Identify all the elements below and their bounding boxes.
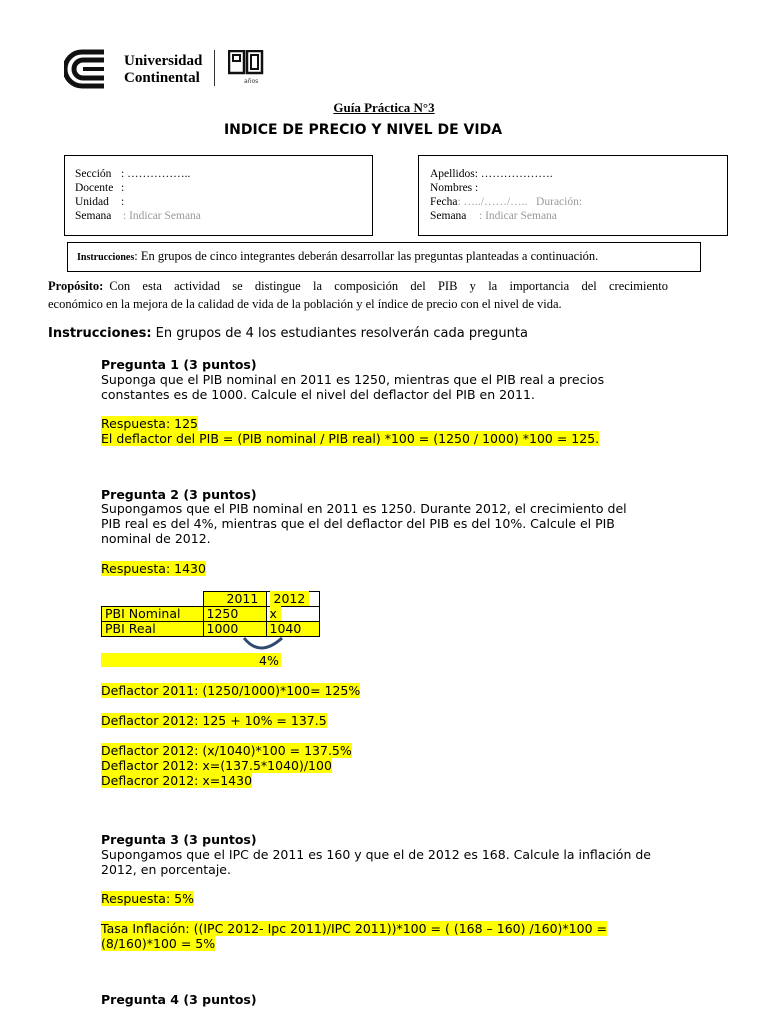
page-title: INDICE DE PRECIO Y NIVEL DE VIDA — [223, 122, 503, 138]
table-header-2012: 2012 — [266, 592, 319, 607]
instructions-box — [67, 242, 701, 272]
question-3-answer: Respuesta: 5% — [101, 891, 194, 906]
deflactor-2012-d: Deflacror 2012: x=1430 — [101, 773, 253, 788]
twenty-years-badge — [228, 50, 264, 86]
instructions-label: Instrucciones: — [48, 326, 152, 341]
student-info-right-box — [418, 155, 728, 236]
table-row — [102, 607, 320, 622]
nombres-value[interactable]: : — [475, 182, 479, 194]
docente-value[interactable]: : — [121, 182, 125, 194]
growth-highlight-bar — [101, 653, 281, 667]
twenty-years-label: años — [244, 78, 259, 85]
table-cell: 1250 — [203, 607, 266, 622]
deflactor-2011: Deflactor 2011: (1250/1000)*100= 125% — [101, 683, 361, 698]
question-3-line2: 2012, en porcentaje. — [101, 862, 231, 877]
semana-label: Semana — [75, 210, 112, 222]
guide-number: Guía Práctica N°3 — [333, 100, 435, 115]
deflactor-2012-c: Deflactor 2012: x=(137.5*1040)/100 — [101, 758, 332, 773]
question-3-formula-line2: (8/160)*100 = 5% — [101, 936, 216, 951]
fecha-label: Fecha — [430, 196, 458, 208]
semana-value[interactable]: : Indicar Semana — [123, 210, 201, 222]
university-logo-mark — [64, 48, 118, 90]
student-info-left-box — [64, 155, 373, 236]
deflactor-2012-b: Deflactor 2012: (x/1040)*100 = 137.5% — [101, 743, 352, 758]
table-cell-label: PBI Nominal — [102, 607, 204, 622]
seccion-value[interactable]: : …………….. — [121, 168, 191, 180]
question-2-line1: Supongamos que el PIB nominal en 2011 es 1250. Durante 2012, el crecimiento del — [101, 501, 627, 516]
university-logo — [64, 48, 264, 90]
twenty-years-number — [230, 50, 231, 51]
twenty-years-mark — [228, 50, 264, 76]
nombres-label: Nombres — [430, 182, 473, 194]
purpose-line1: Con esta actividad se distingue la composición del PIB y la importancia del crecimiento — [109, 279, 668, 293]
apellidos-label: Apellidos — [430, 168, 475, 180]
table-cell: 1000 — [203, 622, 266, 637]
unidad-label: Unidad — [75, 196, 109, 208]
question-1-line1: Suponga que el PIB nominal en 2011 es 1250, mientras que el PIB real a precios — [101, 372, 605, 387]
instructions-text: En grupos de 4 los estudiantes resolverán cada pregunta — [155, 326, 528, 341]
university-name-line1: Universidad — [124, 53, 203, 69]
question-1-answer: Respuesta: 125 — [101, 416, 198, 431]
semana-label-right: Semana — [430, 210, 467, 222]
university-name-line2: Continental — [124, 70, 200, 86]
purpose-label: Propósito: — [48, 279, 104, 293]
semana-value-right[interactable]: : Indicar Semana — [479, 210, 557, 222]
table-header-2011: 2011 — [203, 592, 266, 607]
logo-divider — [214, 50, 215, 86]
docente-label: Docente — [75, 182, 114, 194]
table-row — [102, 622, 320, 637]
question-2-title: Pregunta 2 (3 puntos) — [101, 487, 257, 502]
question-3-title: Pregunta 3 (3 puntos) — [101, 832, 257, 847]
question-2-line2: PIB real es del 4%, mientras que el del deflactor del PIB es del 10%. Calcule el PIB — [101, 516, 615, 531]
question-1-title: Pregunta 1 (3 puntos) — [101, 357, 257, 372]
apellidos-value[interactable]: : ………………. — [474, 168, 553, 180]
table-cell-label: PBI Real — [102, 622, 204, 637]
purpose-line2: económico en la mejora de la calidad de vida de la población y el índice de precio con el nivel de vida. — [48, 297, 562, 311]
table-row — [102, 592, 320, 607]
growth-label: 4% — [259, 653, 279, 668]
unidad-value[interactable]: : — [121, 196, 125, 208]
instructions-box-text: : En grupos de cinco integrantes deberán desarrollar las preguntas planteadas a continuación. — [134, 249, 599, 263]
deflactor-2012-a: Deflactor 2012: 125 + 10% = 137.5 — [101, 713, 327, 728]
table-cell: 1040 — [266, 622, 319, 637]
seccion-label: Sección — [75, 168, 112, 180]
instructions-line — [48, 326, 528, 341]
question-1-formula: El deflactor del PIB = (PIB nominal / PIB real) *100 = (1250 / 1000) *100 = 125. — [101, 431, 600, 446]
question-3-formula-line1: Tasa Inflación: ((IPC 2012- Ipc 2011)/IPC 2011))*100 = ( (168 – 160) /160)*100 = — [101, 921, 607, 936]
purpose-paragraph — [48, 277, 668, 313]
instructions-box-label: Instrucciones — [77, 252, 135, 263]
question-1-line2: constantes es de 1000. Calcule el nivel del deflactor del PIB en 2011. — [101, 387, 535, 402]
question-3-line1: Supongamos que el IPC de 2011 es 160 y que el de 2012 es 168. Calcule la inflación de — [101, 847, 651, 862]
table-cell: x — [266, 607, 319, 622]
question-2-answer: Respuesta: 1430 — [101, 561, 206, 576]
question-2-line3: nominal de 2012. — [101, 531, 211, 546]
question-4-title: Pregunta 4 (3 puntos) — [101, 992, 257, 1007]
pbi-table — [101, 591, 320, 637]
fecha-value[interactable]: : …../……/….. Duración: — [457, 196, 583, 208]
